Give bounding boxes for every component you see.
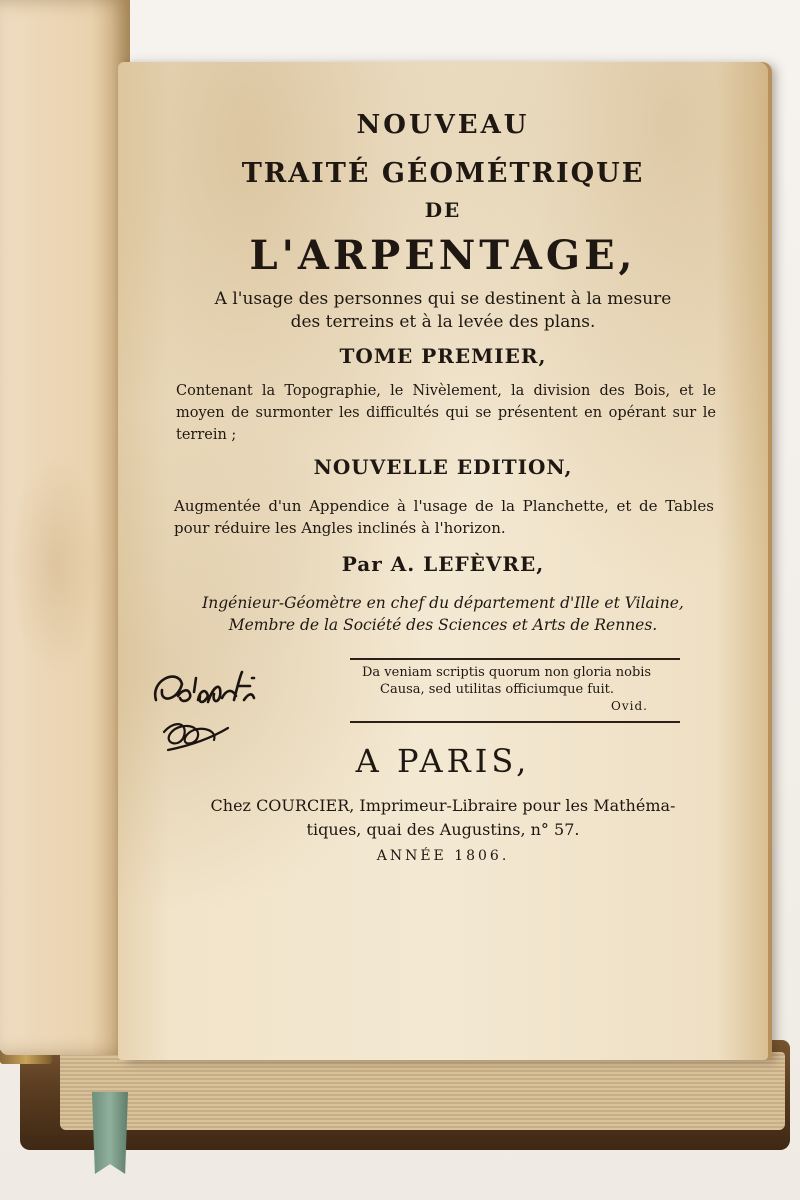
author-roles <box>118 592 768 636</box>
edition-description: Augmentée d'un Appendice à l'usage de la Planchette, et de Tables pour réduire les Angles inclinés à l'horizon. <box>174 497 714 537</box>
title-line-2: TRAITÉ GÉOMÉTRIQUE <box>241 158 645 189</box>
author-line: Par A. LEFÈVRE, <box>341 552 545 576</box>
page-edges <box>60 1052 785 1130</box>
publisher-line-2: tiques, quai des Augustins, n° 57. <box>306 820 580 839</box>
epigraph <box>350 658 680 723</box>
title-line-1: NOUVEAU <box>356 110 530 140</box>
stain <box>10 450 100 680</box>
epigraph-line-2: Causa, sed utilitas officiumque fuit. <box>380 682 614 697</box>
ribbon-bookmark <box>92 1092 128 1174</box>
author-role-1: Ingénieur-Géomètre en chef du département d'Ille et Vilaine, <box>202 594 684 612</box>
author-role-2: Membre de la Société des Sciences et Arts de Rennes. <box>228 616 658 634</box>
left-page <box>0 0 130 1055</box>
publisher <box>118 794 768 842</box>
epigraph-author: Ovid. <box>611 699 648 713</box>
edition-label: NOUVELLE EDITION, <box>313 455 573 479</box>
contents-description: Contenant la Topographie, le Nivèlement, la division des Bois, et le moyen de surmonter les difficultés qui se présentent en opérant sur le terrein ; <box>176 383 716 443</box>
publication-year: ANNÉE 1806. <box>376 848 510 864</box>
title-line-3: DE <box>424 198 462 222</box>
title-page <box>118 62 768 1060</box>
epigraph-line-1: Da veniam scriptis quorum non gloria nobis <box>362 665 652 680</box>
subtitle <box>118 288 768 334</box>
subtitle-line-1: A l'usage des personnes qui se destinent à la mesure <box>214 289 672 309</box>
subtitle-line-2: des terreins et à la levée des plans. <box>290 312 596 332</box>
place-of-publication: A PARIS, <box>355 742 531 780</box>
publisher-line-1: Chez COURCIER, Imprimeur-Libraire pour les Mathéma- <box>210 796 676 815</box>
title-line-4: L'ARPENTAGE, <box>249 232 637 279</box>
tome-label: TOME PREMIER, <box>339 344 547 368</box>
